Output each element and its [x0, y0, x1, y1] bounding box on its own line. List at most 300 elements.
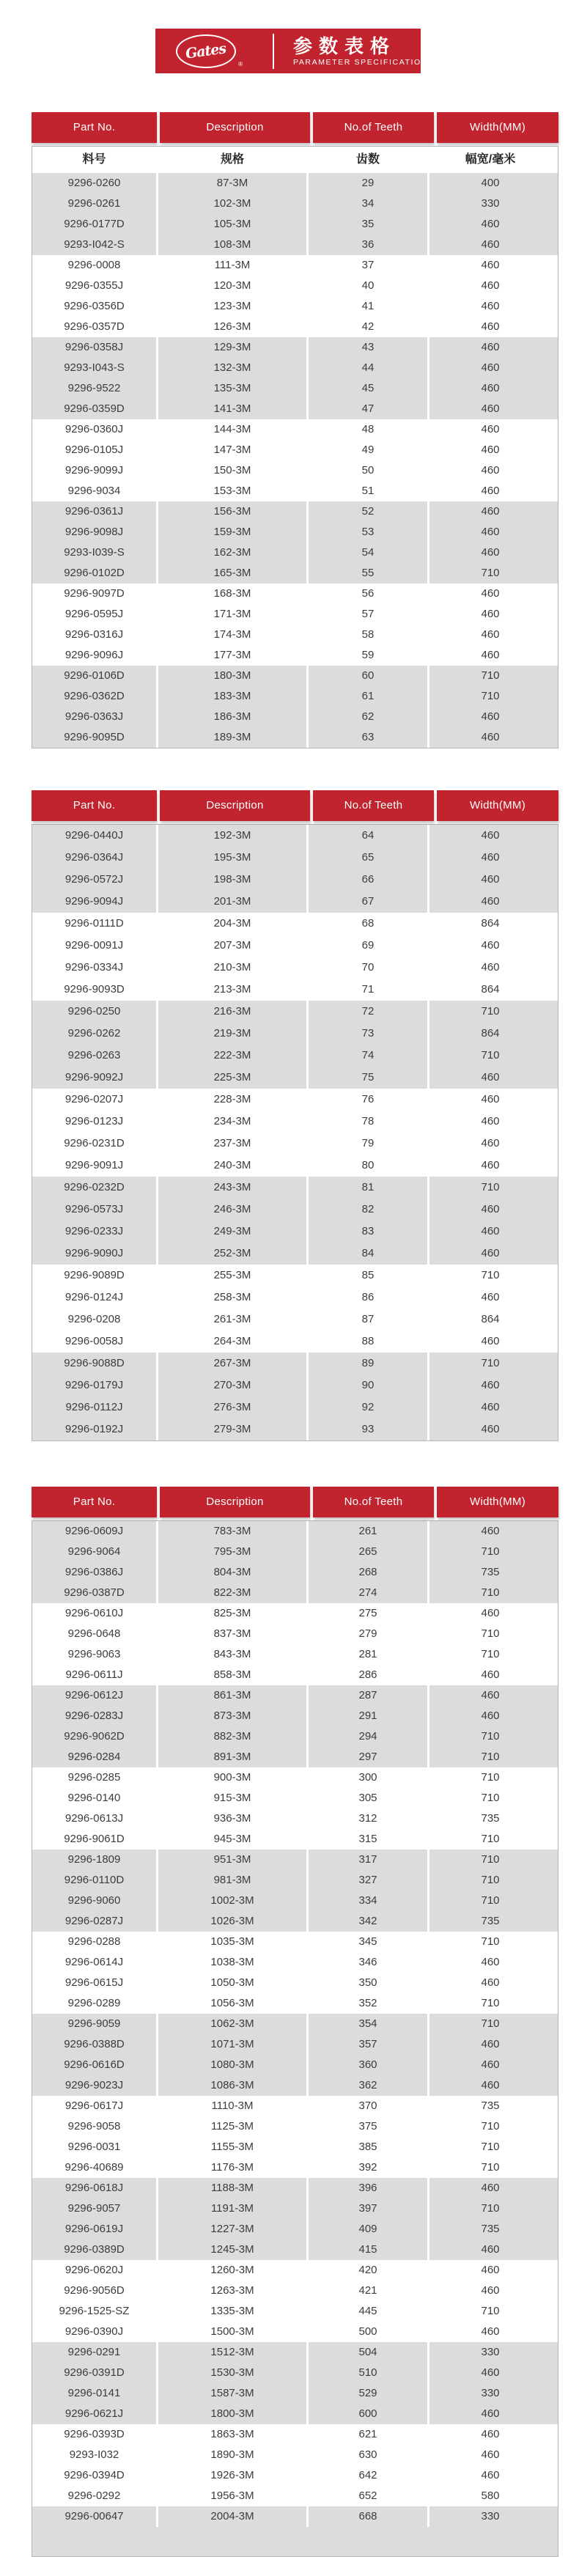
description-cell: 1080-3M [158, 2055, 309, 2075]
teeth-cell: 392 [309, 2157, 429, 2178]
part-no-cell: 9296-0334J [32, 957, 158, 979]
width-cell: 735 [481, 1915, 500, 1927]
description-cell: 135-3M [158, 378, 309, 399]
spec-table-1 [32, 112, 558, 748]
teeth-cell: 67 [309, 891, 429, 913]
teeth-cell: 621 [309, 2424, 429, 2445]
description-cell: 1587-3M [158, 2383, 309, 2404]
col-header-description: Description [160, 1487, 310, 1517]
description-cell: 225-3M [158, 1067, 309, 1089]
width-cell: 460 [481, 2182, 500, 2194]
description-cell: 1035-3M [158, 1932, 309, 1952]
teeth-cell: 56 [309, 584, 429, 604]
banner-divider [273, 34, 274, 69]
table-header-row [32, 1487, 558, 1517]
table-row [32, 979, 558, 1001]
table-row [32, 584, 558, 604]
width-cell: 864 [481, 1313, 500, 1325]
table-row [32, 542, 558, 563]
part-no-cell: 9296-1525-SZ [32, 2301, 158, 2322]
width-cell: 710 [481, 669, 500, 682]
col-header-teeth: No.of Teeth [313, 112, 434, 143]
table-row [32, 1973, 558, 1993]
teeth-cell: 409 [309, 2219, 429, 2240]
teeth-cell: 84 [309, 1243, 429, 1265]
part-no-cell: 9296-0283J [32, 1706, 158, 1726]
teeth-cell: 47 [309, 399, 429, 419]
teeth-cell: 93 [309, 1418, 429, 1440]
part-no-cell: 9296-0231D [32, 1133, 158, 1155]
table-row [32, 460, 558, 481]
width-cell: 710 [481, 1771, 500, 1784]
part-no-cell: 9296-0284 [32, 1747, 158, 1767]
table-row [32, 235, 558, 255]
teeth-cell: 66 [309, 869, 429, 891]
table-row [32, 481, 558, 501]
width-cell: 460 [481, 382, 500, 394]
table-row [32, 1221, 558, 1243]
description-cell: 261-3M [158, 1309, 309, 1331]
teeth-cell: 287 [309, 1685, 429, 1706]
part-no-cell: 9296-9096J [32, 645, 158, 666]
width-cell: 460 [481, 526, 500, 538]
table-row [32, 1603, 558, 1624]
teeth-cell: 63 [309, 727, 429, 748]
table-row [32, 1624, 558, 1644]
teeth-cell: 40 [309, 276, 429, 296]
description-cell: 267-3M [158, 1353, 309, 1375]
description-cell: 174-3M [158, 625, 309, 645]
table-band-filler [32, 2527, 558, 2556]
width-cell: 735 [481, 1566, 500, 1578]
teeth-cell: 396 [309, 2178, 429, 2198]
description-cell: 249-3M [158, 1221, 309, 1243]
table-row [32, 1287, 558, 1309]
teeth-cell: 81 [309, 1177, 429, 1199]
width-cell: 735 [481, 1812, 500, 1825]
table-row [32, 1331, 558, 1353]
description-cell: 1263-3M [158, 2281, 309, 2301]
part-no-cell: 9296-9522 [32, 378, 158, 399]
part-no-cell: 9296-0123J [32, 1111, 158, 1133]
teeth-cell: 42 [309, 317, 429, 337]
table-row [32, 1353, 558, 1375]
table-row [32, 2445, 558, 2465]
description-cell: 900-3M [158, 1767, 309, 1788]
width-cell: 710 [481, 1935, 500, 1948]
width-cell: 710 [481, 1853, 500, 1866]
width-cell: 710 [481, 1751, 500, 1763]
width-cell: 460 [481, 2448, 500, 2461]
teeth-cell: 275 [309, 1603, 429, 1624]
teeth-cell: 57 [309, 604, 429, 625]
description-cell: 192-3M [158, 825, 309, 847]
teeth-cell: 600 [309, 2404, 429, 2424]
description-cell: 891-3M [158, 1747, 309, 1767]
part-no-cell: 9296-9097D [32, 584, 158, 604]
teeth-cell: 52 [309, 501, 429, 522]
table-row [32, 1993, 558, 2014]
teeth-cell: 642 [309, 2465, 429, 2486]
width-cell: 460 [481, 649, 500, 661]
table-row [32, 1309, 558, 1331]
teeth-cell: 504 [309, 2342, 429, 2363]
table-row [32, 707, 558, 727]
part-no-cell: 9296-0393D [32, 2424, 158, 2445]
table-rows [32, 825, 558, 1440]
table-body [32, 1520, 558, 2557]
teeth-cell: 59 [309, 645, 429, 666]
width-cell: 710 [481, 1894, 500, 1907]
part-no-cell: 9296-0355J [32, 276, 158, 296]
description-cell: 1056-3M [158, 1993, 309, 2014]
description-cell: 1026-3M [158, 1911, 309, 1932]
description-cell: 162-3M [158, 542, 309, 563]
teeth-cell: 334 [309, 1891, 429, 1911]
teeth-cell: 51 [309, 481, 429, 501]
part-no-cell: 9296-0058J [32, 1331, 158, 1353]
part-no-cell: 9293-I032 [32, 2445, 158, 2465]
teeth-cell: 35 [309, 214, 429, 235]
table-row [32, 173, 558, 194]
part-no-cell: 9296-9057 [32, 2198, 158, 2219]
width-cell: 460 [481, 1525, 500, 1537]
teeth-cell: 370 [309, 2096, 429, 2116]
description-cell: 936-3M [158, 1808, 309, 1829]
table-row [32, 1747, 558, 1767]
description-cell: 843-3M [158, 1644, 309, 1665]
description-cell: 1500-3M [158, 2322, 309, 2342]
part-no-cell: 9296-9091J [32, 1155, 158, 1177]
description-cell: 981-3M [158, 1870, 309, 1891]
width-cell: 460 [481, 1071, 500, 1083]
registered-mark: ® [238, 60, 243, 67]
part-no-cell: 9296-9090J [32, 1243, 158, 1265]
teeth-cell: 55 [309, 563, 429, 584]
description-cell: 951-3M [158, 1850, 309, 1870]
width-cell: 735 [481, 2100, 500, 2112]
width-cell: 460 [481, 1956, 500, 1968]
col-header-part-no: Part No. [32, 1487, 157, 1517]
teeth-cell: 85 [309, 1265, 429, 1287]
description-cell: 129-3M [158, 337, 309, 358]
description-cell: 213-3M [158, 979, 309, 1001]
table-row [32, 1396, 558, 1418]
description-cell: 165-3M [158, 563, 309, 584]
teeth-cell: 58 [309, 625, 429, 645]
table-row [32, 2342, 558, 2363]
description-cell: 87-3M [158, 173, 309, 194]
subheader-description-cn: 规格 [158, 147, 309, 173]
description-cell: 198-3M [158, 869, 309, 891]
teeth-cell: 357 [309, 2034, 429, 2055]
part-no-cell: 9296-1809 [32, 1850, 158, 1870]
width-cell: 330 [481, 2387, 500, 2399]
table-row [32, 2157, 558, 2178]
table-row [32, 604, 558, 625]
part-no-cell: 9296-9095D [32, 727, 158, 748]
width-cell: 460 [481, 1335, 500, 1347]
width-cell: 460 [481, 1379, 500, 1391]
table-row [32, 825, 558, 847]
table-row [32, 2075, 558, 2096]
description-cell: 1245-3M [158, 2240, 309, 2260]
part-no-cell: 9296-0106D [32, 666, 158, 686]
description-cell: 102-3M [158, 194, 309, 214]
table-rows [32, 173, 558, 748]
teeth-cell: 79 [309, 1133, 429, 1155]
description-cell: 141-3M [158, 399, 309, 419]
part-no-cell: 9296-0261 [32, 194, 158, 214]
teeth-cell: 350 [309, 1973, 429, 1993]
col-header-width: Width(MM) [437, 112, 558, 143]
teeth-cell: 268 [309, 1562, 429, 1583]
teeth-cell: 421 [309, 2281, 429, 2301]
width-cell: 460 [481, 464, 500, 476]
table-row [32, 1562, 558, 1583]
width-cell: 710 [481, 2120, 500, 2132]
width-cell: 400 [481, 177, 500, 189]
description-cell: 279-3M [158, 1418, 309, 1440]
description-cell: 1260-3M [158, 2260, 309, 2281]
part-no-cell: 9296-0292 [32, 2486, 158, 2506]
teeth-cell: 78 [309, 1111, 429, 1133]
part-no-cell: 9296-0572J [32, 869, 158, 891]
table-row [32, 2506, 558, 2527]
width-cell: 460 [481, 444, 500, 456]
width-cell: 460 [481, 2469, 500, 2481]
description-cell: 1530-3M [158, 2363, 309, 2383]
width-cell: 460 [481, 361, 500, 374]
subheader-teeth-cn: 齿数 [309, 147, 429, 173]
description-cell: 189-3M [158, 727, 309, 748]
part-no-cell: 9296-9058 [32, 2116, 158, 2137]
part-no-cell: 9296-0391D [32, 2363, 158, 2383]
gates-logo-text: Gates [185, 40, 227, 62]
description-cell: 1956-3M [158, 2486, 309, 2506]
part-no-cell: 9296-0263 [32, 1045, 158, 1067]
teeth-cell: 529 [309, 2383, 429, 2404]
table-row [32, 1111, 558, 1133]
description-cell: 1335-3M [158, 2301, 309, 2322]
table-row [32, 2363, 558, 2383]
part-no-cell: 9296-0619J [32, 2219, 158, 2240]
teeth-cell: 291 [309, 1706, 429, 1726]
teeth-cell: 327 [309, 1870, 429, 1891]
table-header-row [32, 112, 558, 143]
width-cell: 460 [481, 2243, 500, 2256]
description-cell: 210-3M [158, 957, 309, 979]
table-row [32, 645, 558, 666]
table-row [32, 399, 558, 419]
width-cell: 460 [481, 2038, 500, 2050]
table-row [32, 2301, 558, 2322]
width-cell: 460 [481, 402, 500, 415]
description-cell: 201-3M [158, 891, 309, 913]
table-row [32, 337, 558, 358]
description-cell: 171-3M [158, 604, 309, 625]
width-cell: 710 [481, 1357, 500, 1369]
teeth-cell: 352 [309, 1993, 429, 2014]
part-no-cell: 9296-0250 [32, 1001, 158, 1023]
description-cell: 783-3M [158, 1521, 309, 1542]
table-row [32, 1891, 558, 1911]
width-cell: 710 [481, 1181, 500, 1193]
description-cell: 1086-3M [158, 2075, 309, 2096]
table-row [32, 2014, 558, 2034]
table-row [32, 1521, 558, 1542]
part-no-cell: 9296-0140 [32, 1788, 158, 1808]
description-cell: 1062-3M [158, 2014, 309, 2034]
table-row [32, 1870, 558, 1891]
description-cell: 822-3M [158, 1583, 309, 1603]
width-cell: 460 [481, 587, 500, 600]
part-no-cell: 9296-9056D [32, 2281, 158, 2301]
width-cell: 460 [481, 341, 500, 353]
width-cell: 460 [481, 218, 500, 230]
table-row [32, 1665, 558, 1685]
part-no-cell: 9296-0285 [32, 1767, 158, 1788]
table-row [32, 686, 558, 707]
width-cell: 460 [481, 710, 500, 723]
table-row [32, 1375, 558, 1396]
table-row [32, 419, 558, 440]
table-row [32, 276, 558, 296]
table-row [32, 1685, 558, 1706]
banner-titles [293, 35, 428, 67]
width-cell: 710 [481, 1648, 500, 1660]
part-no-cell: 9296-0233J [32, 1221, 158, 1243]
width-cell: 460 [481, 829, 500, 842]
width-cell: 460 [481, 851, 500, 864]
teeth-cell: 360 [309, 2055, 429, 2075]
part-no-cell: 9296-0612J [32, 1685, 158, 1706]
table-row [32, 296, 558, 317]
teeth-cell: 274 [309, 1583, 429, 1603]
table-row [32, 869, 558, 891]
width-cell: 460 [481, 2428, 500, 2440]
description-cell: 177-3M [158, 645, 309, 666]
table-row [32, 1067, 558, 1089]
description-cell: 183-3M [158, 686, 309, 707]
teeth-cell: 65 [309, 847, 429, 869]
table-row [32, 625, 558, 645]
description-cell: 915-3M [158, 1788, 309, 1808]
width-cell: 460 [481, 320, 500, 333]
part-no-cell: 9296-9093D [32, 979, 158, 1001]
width-cell: 460 [481, 300, 500, 312]
description-cell: 258-3M [158, 1287, 309, 1309]
table-row [32, 727, 558, 748]
part-no-cell: 9296-9064 [32, 1542, 158, 1562]
width-cell: 710 [481, 1586, 500, 1599]
subheader-width-cn: 幅宽/毫米 [465, 153, 516, 166]
description-cell: 1863-3M [158, 2424, 309, 2445]
description-cell: 858-3M [158, 1665, 309, 1685]
width-cell: 460 [481, 1976, 500, 1989]
table-row [32, 2260, 558, 2281]
width-cell: 864 [481, 917, 500, 930]
table-row [32, 255, 558, 276]
description-cell: 228-3M [158, 1089, 309, 1111]
teeth-cell: 41 [309, 296, 429, 317]
description-cell: 1926-3M [158, 2465, 309, 2486]
teeth-cell: 80 [309, 1155, 429, 1177]
width-cell: 460 [481, 2407, 500, 2420]
teeth-cell: 92 [309, 1396, 429, 1418]
teeth-cell: 60 [309, 666, 429, 686]
description-cell: 1050-3M [158, 1973, 309, 1993]
teeth-cell: 345 [309, 1932, 429, 1952]
table-subheader-row [32, 147, 558, 173]
part-no-cell: 9296-0394D [32, 2465, 158, 2486]
width-cell: 460 [481, 2264, 500, 2276]
teeth-cell: 281 [309, 1644, 429, 1665]
teeth-cell: 90 [309, 1375, 429, 1396]
teeth-cell: 500 [309, 2322, 429, 2342]
part-no-cell: 9296-9060 [32, 1891, 158, 1911]
table-row [32, 1952, 558, 1973]
description-cell: 1176-3M [158, 2157, 309, 2178]
part-no-cell: 9296-0621J [32, 2404, 158, 2424]
part-no-cell: 9296-0141 [32, 2383, 158, 2404]
description-cell: 945-3M [158, 1829, 309, 1850]
table-row [32, 2137, 558, 2157]
part-no-cell: 9296-0232D [32, 1177, 158, 1199]
description-cell: 240-3M [158, 1155, 309, 1177]
width-cell: 460 [481, 238, 500, 251]
part-no-cell: 9296-9059 [32, 2014, 158, 2034]
teeth-cell: 420 [309, 2260, 429, 2281]
teeth-cell: 305 [309, 1788, 429, 1808]
description-cell: 186-3M [158, 707, 309, 727]
part-no-cell: 9296-40689 [32, 2157, 158, 2178]
width-cell: 460 [481, 1225, 500, 1237]
part-no-cell: 9296-9092J [32, 1067, 158, 1089]
width-cell: 460 [481, 961, 500, 974]
table-row [32, 2240, 558, 2260]
description-cell: 1512-3M [158, 2342, 309, 2363]
width-cell: 460 [481, 259, 500, 271]
table-row [32, 2198, 558, 2219]
description-cell: 1800-3M [158, 2404, 309, 2424]
part-no-cell: 9293-I043-S [32, 358, 158, 378]
part-no-cell: 9296-9089D [32, 1265, 158, 1287]
table-row [32, 1829, 558, 1850]
description-cell: 156-3M [158, 501, 309, 522]
teeth-cell: 69 [309, 935, 429, 957]
description-cell: 120-3M [158, 276, 309, 296]
part-no-cell: 9296-0031 [32, 2137, 158, 2157]
part-no-cell: 9293-I042-S [32, 235, 158, 255]
table-row [32, 957, 558, 979]
width-cell: 710 [481, 1833, 500, 1845]
width-cell: 710 [481, 1627, 500, 1640]
part-no-cell: 9296-0091J [32, 935, 158, 957]
part-no-cell: 9296-0620J [32, 2260, 158, 2281]
description-cell: 837-3M [158, 1624, 309, 1644]
part-no-cell: 9296-0288 [32, 1932, 158, 1952]
brand-banner [155, 29, 429, 73]
part-no-cell: 9296-0289 [32, 1993, 158, 2014]
width-cell: 710 [481, 1997, 500, 2009]
teeth-cell: 397 [309, 2198, 429, 2219]
width-cell: 460 [481, 1607, 500, 1619]
width-cell: 460 [481, 1423, 500, 1435]
teeth-cell: 300 [309, 1767, 429, 1788]
table-row [32, 2465, 558, 2486]
teeth-cell: 53 [309, 522, 429, 542]
